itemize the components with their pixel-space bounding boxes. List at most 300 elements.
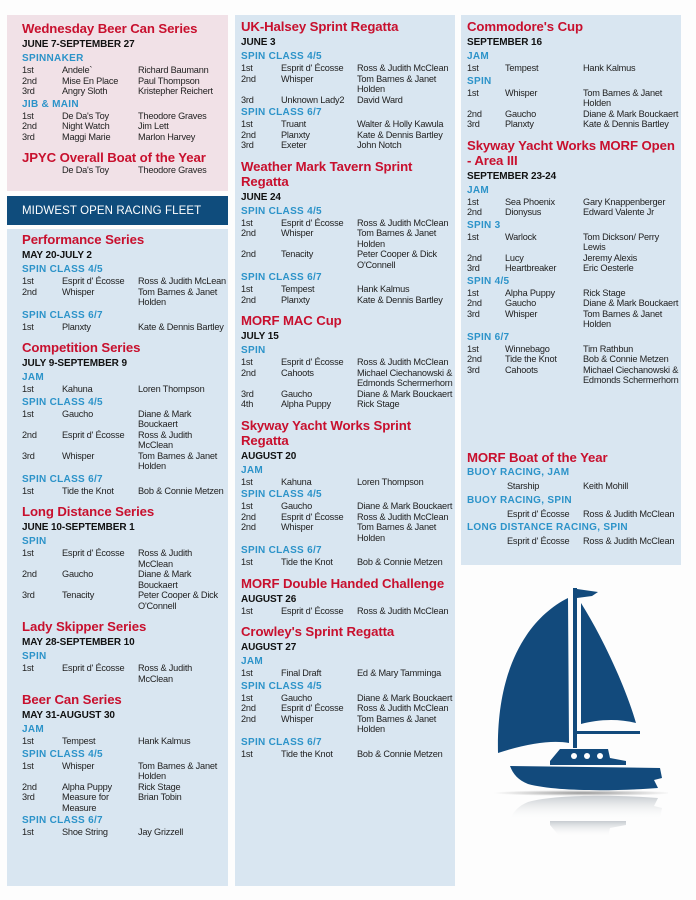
result-place: 1st: [467, 196, 479, 207]
result-place: 2nd: [241, 73, 256, 84]
class-heading: SPIN CLASS 4/5: [22, 748, 103, 760]
result-place: 2nd: [241, 367, 256, 378]
result-owner: Ed & Mary Tamminga: [357, 668, 442, 678]
result-place: 3rd: [22, 792, 35, 802]
result-row: [241, 557, 453, 568]
event-long-distance-series: [22, 504, 227, 611]
morf-series-column: [22, 232, 227, 846]
result-boat: Winnebago: [505, 343, 550, 354]
result-place: 2nd: [22, 781, 37, 792]
result-place: 3rd: [467, 119, 480, 129]
result-row: [241, 74, 453, 95]
award-boat: Esprit d' Écosse: [507, 536, 570, 546]
class-heading: SPIN CLASS 4/5: [241, 205, 322, 217]
event-title: Weather Mark Tavern Sprint Regatta: [241, 158, 413, 189]
result-place: 2nd: [22, 286, 37, 297]
result-boat: Whisper: [281, 713, 314, 724]
award-owner: Ross & Judith McClean: [583, 508, 675, 519]
result-row: [22, 827, 227, 838]
result-owner: Diane & Mark Bouckaert: [583, 298, 679, 308]
result-boat: Tenacity: [62, 590, 95, 600]
result-place: 1st: [241, 119, 253, 129]
result-boat: Esprit d' Écosse: [281, 357, 344, 367]
result-owner: Bob & Connie Metzen: [138, 485, 224, 496]
event-title: Skyway Yacht Works Sprint Regatta: [241, 417, 411, 448]
result-owner: Bob & Connie Metzen: [583, 354, 669, 364]
result-owner: Ross & Judith McClean: [138, 663, 193, 684]
result-place: 2nd: [467, 108, 482, 119]
result-place: 1st: [241, 668, 253, 678]
event-title: MORF Double Handed Challenge: [241, 575, 445, 591]
event-date: MAY 28-SEPTEMBER 10: [22, 637, 135, 648]
result-place: 1st: [22, 736, 34, 746]
event-skyway-yacht-works-morf-open-area-iii: [467, 138, 679, 386]
result-owner: John Notch: [357, 140, 402, 150]
result-row: [22, 384, 227, 395]
result-owner: Tom Barnes & Janet Holden: [357, 713, 437, 734]
result-row: [467, 207, 679, 218]
result-boat: Whisper: [505, 308, 538, 319]
september-regattas-column: [467, 19, 679, 394]
result-place: 1st: [241, 63, 253, 73]
result-place: 1st: [467, 63, 479, 73]
result-place: 1st: [241, 501, 253, 511]
event-date: JUNE 10-SEPTEMBER 1: [22, 522, 135, 533]
result-row: [241, 119, 453, 130]
result-row: [22, 76, 227, 87]
event-date: MAY 20-JULY 2: [22, 250, 92, 261]
event-uk-halsey-sprint-regatta: [241, 19, 453, 151]
fleet-banner-label: MIDWEST OPEN RACING FLEET: [22, 204, 202, 217]
result-owner: Bob & Connie Metzen: [357, 557, 443, 567]
result-owner: Paul Thompson: [138, 75, 200, 86]
award-owner: Ross & Judith McClean: [583, 536, 675, 546]
result-boat: Mise En Place: [62, 75, 119, 86]
result-row: [467, 354, 679, 365]
event-morf-double-handed-challenge: [241, 576, 453, 617]
result-place: 1st: [22, 760, 34, 771]
class-heading: SPIN CLASS 6/7: [22, 815, 103, 826]
result-owner: Michael Ciechanowski & Edmonds Schermerhorn: [583, 364, 679, 385]
result-row: [241, 477, 453, 488]
result-place: 1st: [22, 663, 34, 673]
result-boat: Esprit d' Écosse: [281, 217, 344, 228]
result-boat: De Da's Toy: [62, 165, 109, 175]
class-heading: JIB & MAIN: [22, 98, 79, 110]
result-place: 1st: [241, 605, 253, 616]
result-boat: Esprit d' Écosse: [281, 511, 344, 522]
event-weather-mark-tavern-sprint-regatta: [241, 159, 453, 306]
result-boat: Planxty: [281, 129, 310, 140]
result-boat: Whisper: [281, 522, 314, 532]
result-owner: Tom Barnes & Janet Holden: [357, 73, 437, 94]
result-owner: Bob & Connie Metzen: [357, 748, 443, 759]
award-category: LONG DISTANCE RACING, SPIN: [467, 522, 628, 533]
result-boat: Unknown Lady2: [281, 94, 345, 105]
class-heading: JAM: [467, 51, 490, 62]
result-owner: Tom Barnes & Janet Holden: [583, 87, 663, 108]
result-boat: Cahoots: [505, 364, 538, 375]
result-owner: Diane & Mark Bouckaert: [357, 501, 453, 511]
result-row: [241, 389, 453, 400]
result-owner: Ross & Judith McClean: [357, 511, 449, 522]
result-place: 3rd: [467, 308, 480, 319]
result-boat: Tide the Knot: [281, 748, 333, 759]
result-boat: Gaucho: [62, 569, 93, 579]
result-row: [22, 111, 227, 122]
award-row: [467, 481, 679, 492]
result-place: 2nd: [241, 294, 256, 305]
result-owner: Theodore Graves: [138, 165, 207, 175]
result-place: 2nd: [467, 354, 482, 364]
result-row: [467, 253, 679, 264]
class-heading: SPIN CLASS 6/7: [22, 473, 103, 485]
result-place: 3rd: [241, 94, 254, 105]
class-heading: SPIN CLASS 6/7: [22, 309, 103, 321]
result-row: [22, 761, 227, 782]
fleet-banner: [7, 196, 228, 225]
result-row: [22, 65, 227, 76]
jpyc-results-column: [22, 21, 227, 184]
event-date: JULY 15: [241, 331, 279, 342]
result-row: [241, 228, 453, 249]
result-boat: Planxty: [505, 119, 534, 129]
result-owner: Ross & Judith McClean: [357, 217, 449, 228]
result-owner: Diane & Mark Bouckaert: [357, 692, 453, 703]
event-date: SEPTEMBER 23-24: [467, 170, 557, 182]
result-owner: Ross & Judith McClean: [357, 357, 449, 367]
result-row: [22, 451, 227, 472]
result-row: [22, 486, 227, 497]
event-competition-series: [22, 340, 227, 496]
result-place: 1st: [241, 476, 253, 487]
result-row: [22, 590, 227, 611]
award-row: [467, 536, 679, 547]
result-place: 2nd: [241, 713, 256, 724]
result-boat: Andele`: [62, 65, 93, 75]
result-owner: Loren Thompson: [138, 384, 205, 394]
event-date: JUNE 7-SEPTEMBER 27: [22, 39, 135, 50]
result-owner: Eric Oesterle: [583, 263, 634, 273]
result-row: [241, 606, 453, 617]
sailboat-icon: [488, 578, 668, 848]
event-date: AUGUST 20: [241, 450, 297, 462]
result-boat: Gaucho: [281, 388, 312, 399]
result-row: [22, 569, 227, 590]
result-row: [22, 430, 227, 451]
result-place: 3rd: [241, 140, 254, 150]
event-title: Commodore's Cup: [467, 19, 583, 34]
result-owner: Jeremy Alexis: [583, 252, 638, 263]
result-row: [467, 197, 679, 208]
result-place: 3rd: [467, 263, 480, 273]
result-place: 3rd: [241, 388, 254, 399]
result-row: [467, 263, 679, 274]
result-place: 1st: [241, 217, 253, 228]
result-owner: Diane & Mark Bouckaert: [583, 108, 679, 119]
result-row: [241, 249, 453, 270]
result-row: [241, 749, 453, 760]
result-place: 1st: [22, 110, 34, 121]
event-title: Long Distance Series: [22, 504, 155, 519]
result-row: [467, 109, 679, 120]
result-row: [241, 295, 453, 306]
result-owner: David Ward: [357, 94, 403, 105]
result-row: [241, 95, 453, 106]
result-place: 3rd: [22, 131, 35, 142]
event-date: JUNE 3: [241, 37, 276, 48]
result-boat: Tempest: [281, 284, 315, 294]
result-boat: Tenacity: [281, 249, 314, 259]
result-place: 1st: [241, 748, 253, 759]
result-row: [22, 276, 227, 287]
result-boat: Measure for Measure: [62, 792, 109, 813]
result-owner: Kate & Dennis Bartley: [583, 119, 669, 129]
result-boat: Tempest: [62, 736, 96, 746]
result-place: 2nd: [241, 522, 256, 532]
result-place: 1st: [22, 384, 34, 394]
result-owner: Tom Dickson/ Perry Lewis: [583, 231, 660, 252]
result-boat: Whisper: [62, 286, 95, 297]
result-owner: Hank Kalmus: [583, 63, 636, 73]
event-title: UK-Halsey Sprint Regatta: [241, 19, 399, 34]
result-row: [241, 703, 453, 714]
result-row: [241, 140, 453, 151]
result-row: [467, 309, 679, 330]
result-place: 3rd: [467, 364, 480, 375]
class-heading: SPINNAKER: [22, 53, 84, 64]
class-heading: JAM: [467, 184, 490, 196]
result-owner: Marlon Harvey: [138, 131, 196, 142]
result-place: 1st: [467, 231, 479, 242]
result-place: 1st: [241, 284, 253, 294]
class-heading: SPIN CLASS 4/5: [241, 489, 322, 500]
result-place: 2nd: [22, 121, 37, 131]
class-heading: JAM: [241, 656, 264, 667]
class-heading: SPIN: [22, 536, 47, 547]
result-boat: Kahuna: [62, 384, 93, 394]
event-date: AUGUST 27: [241, 642, 297, 653]
result-owner: Tom Barnes & Janet Holden: [583, 308, 663, 329]
event-jpyc-overall-boat-of-the-year: [22, 150, 227, 176]
class-heading: SPIN 4/5: [467, 275, 510, 287]
result-row: [241, 63, 453, 74]
result-row: [241, 522, 453, 543]
result-row: [241, 399, 453, 410]
result-row: [467, 63, 679, 74]
event-performance-series: [22, 232, 227, 332]
result-owner: Michael Ciechanowski & Edmonds Schermerhorn: [357, 367, 453, 388]
result-place: 2nd: [22, 429, 37, 440]
award-indent: [467, 536, 507, 547]
event-title: Crowley's Sprint Regatta: [241, 624, 395, 639]
result-place: 1st: [22, 276, 34, 286]
result-owner: Ross & Judith McClean: [138, 548, 193, 569]
result-place: 2nd: [241, 511, 256, 522]
event-title: Skyway Yacht Works MORF Open - Area III: [467, 137, 675, 168]
result-boat: Tide the Knot: [281, 557, 333, 567]
result-place: 1st: [22, 548, 34, 558]
result-owner: Walter & Holly Kawula: [357, 119, 444, 129]
result-boat: Tempest: [505, 63, 539, 73]
result-boat: Dionysus: [505, 207, 542, 217]
award-category: BUOY RACING, JAM: [467, 467, 570, 478]
class-heading: SPIN CLASS 6/7: [241, 107, 322, 118]
result-owner: Hank Kalmus: [357, 284, 410, 294]
result-row: [22, 322, 227, 333]
result-row: [241, 284, 453, 295]
result-place: 2nd: [241, 703, 256, 713]
result-owner: Diane & Mark Bouckaert: [138, 569, 192, 590]
result-boat: Maggi Marie: [62, 131, 111, 142]
result-owner: Diane & Mark Bouckaert: [138, 408, 192, 429]
result-row: [241, 368, 453, 389]
result-owner: Ross & Judith McClean: [357, 605, 449, 616]
result-place: 1st: [22, 485, 34, 496]
result-place: 3rd: [22, 86, 35, 96]
result-boat: Planxty: [281, 294, 310, 305]
result-row: [467, 344, 679, 355]
class-heading: JAM: [241, 464, 264, 476]
event-lady-skipper-series: [22, 619, 227, 684]
result-place: 1st: [22, 408, 34, 419]
result-boat: Final Draft: [281, 668, 322, 678]
event-title: Wednesday Beer Can Series: [22, 21, 198, 36]
result-place: 1st: [22, 321, 34, 332]
result-place: 1st: [467, 287, 479, 298]
result-owner: Tom Barnes & Janet Holden: [357, 228, 437, 249]
result-place: 2nd: [467, 298, 482, 308]
award-indent: [467, 481, 507, 492]
result-row: [22, 663, 227, 684]
result-owner: Jim Lett: [138, 121, 169, 131]
event-wednesday-beer-can-series: [22, 21, 227, 142]
result-boat: Heartbreaker: [505, 263, 557, 273]
result-boat: Alpha Puppy: [281, 399, 331, 409]
result-row: [22, 782, 227, 793]
result-owner: Kate & Dennis Bartley: [138, 321, 224, 332]
result-boat: Shoe String: [62, 827, 108, 837]
event-title: MORF MAC Cup: [241, 313, 342, 328]
event-skyway-yacht-works-sprint-regatta: [241, 418, 453, 568]
result-row: [241, 668, 453, 679]
event-title: Lady Skipper Series: [22, 619, 147, 634]
class-heading: SPIN CLASS 4/5: [22, 396, 103, 408]
result-place: [22, 165, 62, 176]
result-owner: Tom Barnes & Janet Holden: [138, 286, 218, 307]
result-owner: Kate & Dennis Bartley: [357, 129, 443, 140]
result-boat: Gaucho: [281, 692, 312, 703]
class-heading: SPIN CLASS 4/5: [241, 51, 322, 62]
morf-boat-of-year: [467, 450, 679, 550]
class-heading: SPIN CLASS 6/7: [241, 736, 322, 748]
award-row: [467, 509, 679, 520]
event-commodore-s-cup: [467, 19, 679, 130]
award-boat: Starship: [507, 481, 540, 491]
award-category: BUOY RACING, SPIN: [467, 494, 572, 506]
result-boat: Warlock: [505, 231, 537, 242]
result-owner: Jay Grizzell: [138, 827, 184, 837]
result-boat: Gaucho: [62, 408, 93, 419]
result-place: 1st: [467, 87, 479, 98]
result-owner: Tim Rathbun: [583, 343, 634, 354]
result-boat: Whisper: [281, 228, 314, 238]
result-owner: Tom Barnes & Janet Holden: [138, 760, 218, 781]
result-place: 3rd: [22, 590, 35, 600]
result-owner: Diane & Mark Bouckaert: [357, 388, 453, 399]
result-place: 3rd: [22, 450, 35, 461]
result-boat: Esprit d' Écosse: [281, 703, 344, 713]
event-morf-mac-cup: [241, 313, 453, 410]
event-crowley-s-sprint-regatta: [241, 624, 453, 759]
result-place: 1st: [241, 557, 253, 567]
result-boat: Alpha Puppy: [505, 287, 555, 298]
result-boat: Esprit d' Écosse: [62, 548, 125, 558]
result-row: [22, 548, 227, 569]
award-indent: [467, 509, 507, 520]
result-row: [467, 232, 679, 253]
event-date: SEPTEMBER 16: [467, 37, 542, 48]
result-row: [22, 736, 227, 747]
class-heading: JAM: [22, 724, 45, 735]
class-heading: SPIN CLASS 4/5: [22, 264, 103, 275]
event-beer-can-series: [22, 692, 227, 838]
result-owner: Tom Barnes & Janet Holden: [138, 450, 218, 471]
result-owner: Brian Tobin: [138, 792, 182, 802]
result-boat: Cahoots: [281, 367, 314, 378]
class-heading: SPIN CLASS 6/7: [241, 272, 322, 283]
result-row: [467, 119, 679, 130]
boat-of-year-title: MORF Boat of the Year: [467, 450, 608, 465]
result-owner: Richard Baumann: [138, 65, 209, 75]
result-place: 2nd: [22, 75, 37, 86]
result-place: 2nd: [467, 207, 482, 217]
result-boat: Truant: [281, 119, 307, 129]
result-row: [241, 714, 453, 735]
result-owner: Gary Knappenberger: [583, 196, 666, 207]
result-owner: Peter Cooper & Dick O'Connell: [357, 249, 437, 270]
result-boat: Gaucho: [505, 108, 536, 119]
result-row: [467, 365, 679, 386]
result-owner: Ross & Judith McClean: [138, 429, 193, 450]
result-row: [467, 288, 679, 299]
result-boat: Angry Sloth: [62, 86, 108, 96]
result-owner: Kristepher Reichert: [138, 86, 213, 96]
result-row: [241, 357, 453, 368]
class-heading: JAM: [22, 372, 45, 383]
result-row: [22, 86, 227, 97]
result-row: [241, 512, 453, 523]
result-row: [241, 693, 453, 704]
result-row: [22, 121, 227, 132]
award-boat: Esprit d' Écosse: [507, 508, 570, 519]
class-heading: SPIN 3: [467, 219, 501, 231]
event-title: Beer Can Series: [22, 692, 122, 707]
result-boat: Night Watch: [62, 121, 110, 131]
result-place: 2nd: [22, 569, 37, 579]
result-place: 1st: [22, 827, 34, 837]
result-boat: Esprit d' Écosse: [62, 276, 125, 286]
event-date: JULY 9-SEPTEMBER 9: [22, 358, 127, 369]
result-boat: Whisper: [281, 73, 314, 84]
result-boat: Whisper: [62, 450, 95, 461]
class-heading: SPIN CLASS 4/5: [241, 680, 322, 692]
result-owner: Peter Cooper & Dick O'Connell: [138, 590, 218, 611]
result-owner: Edward Valente Jr: [583, 207, 654, 217]
result-place: 4th: [241, 399, 254, 409]
result-owner: Kate & Dennis Bartley: [357, 294, 443, 305]
award-owner: Keith Mohill: [583, 481, 629, 491]
